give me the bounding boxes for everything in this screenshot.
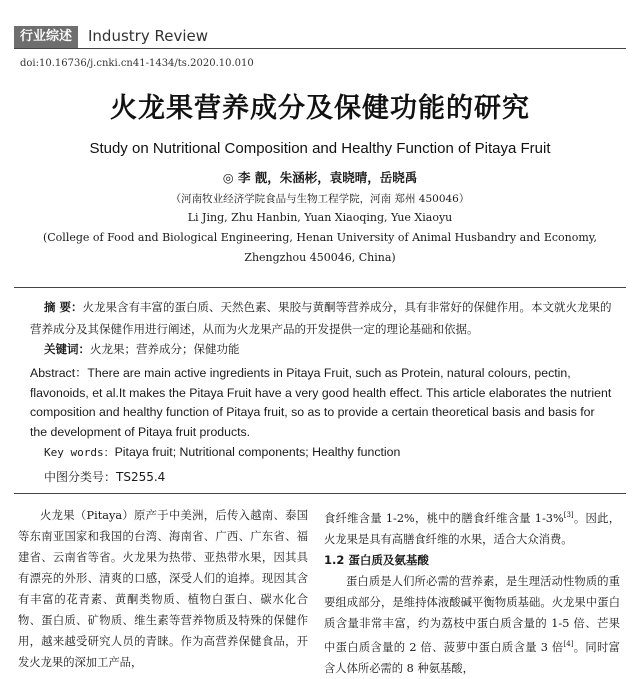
section-heading: 1.2 蛋白质及氨基酸: [324, 552, 429, 567]
keywords-en: [44, 444, 400, 460]
keywords-zh: [44, 341, 240, 357]
p1-text: 食纤维含量 1-2%，桃中的膳食纤维含量 1-3%: [324, 511, 564, 525]
affiliation-en-line1: (College of Food and Biological Engineering, Henan University of Animal Husbandry and Economy,: [42, 231, 598, 244]
keywords-zh-text: 火龙果；营养成分；保健功能: [90, 342, 240, 356]
authors-en: Li Jing, Zhu Hanbin, Yuan Xiaoqing, Yue Xiaoyu: [187, 211, 453, 224]
ref-4: [4]: [563, 639, 574, 648]
doi-line: doi:10.16736/j.cnki.cn41-1434/ts.2020.10.010: [20, 58, 254, 69]
body-right-paragraph-2: [324, 571, 620, 679]
ref-3: [3]: [563, 511, 574, 519]
affiliation-en-line2: Zhengzhou 450046, China): [244, 251, 396, 264]
header-divider: [14, 48, 626, 49]
abstract-en: [30, 364, 614, 442]
abstract-zh-label: 摘 要：: [44, 300, 83, 314]
keywords-en-label: Key words：: [44, 446, 115, 459]
p2-text: 蛋白质是人们所必需的营养素，是生理活动性物质的重要组成部分，是维持体液酸碱平衡物质基础。火龙果中蛋白质含量非常丰富，约为荔枝中蛋白质含量的 1-5 倍、芒果中蛋白质含量的 2 倍、菠萝中蛋白质含量 3 倍: [324, 574, 620, 654]
article-title-en: Study on Nutritional Composition and Healthy Function of Pitaya Fruit: [89, 140, 551, 157]
keywords-zh-label: 关键词：: [44, 342, 90, 356]
abstract-en-text: There are main active ingredients in Pitaya Fruit, such as Protein, natural colours, pectin, flavonoids, et al.It makes the Pitaya Fruit have a very good health effect. This article elaborates the nutrient composition and healthy function of Pitaya fruit, so as to provide a certain theoretical basis and basis for the development of Pitaya fruit products.: [30, 366, 612, 439]
clc-value: TS255.4: [116, 470, 166, 484]
article-title-zh: 火龙果营养成分及保健功能的研究: [110, 93, 530, 124]
affiliation-zh: （河南牧业经济学院食品与生物工程学院，河南 郑州 450046）: [170, 193, 470, 205]
section-title-en: Industry Review: [88, 27, 208, 45]
journal-header: [0, 0, 640, 50]
clc-label: 中图分类号：: [44, 470, 117, 484]
p1-end: 。因此，火龙果是具有高膳食纤维的水果，适合大众消费。: [324, 511, 620, 546]
keywords-en-text: Pitaya fruit; Nutritional components; Healthy function: [114, 445, 401, 459]
authors-zh: ◎ 李 靓，朱涵彬，袁晓晴，岳晓禹: [222, 170, 418, 185]
body-column-right: [324, 505, 620, 679]
p2-end: 。同时富含人体所必需的 8 种氨基酸，: [324, 640, 620, 675]
abstract-en-label: Abstract：: [30, 366, 88, 380]
classification-number: [44, 468, 165, 485]
body-right-paragraph-1: [324, 505, 620, 550]
body-column-left: 火龙果（Pitaya）原产于中美洲，后传入越南、泰国等东南亚国家和我国的台湾、海南省、广西、广东省、福建省、云南省等省。火龙果为热带、亚热带水果，因其具有漂亮的外形、清爽的口感，深受人们的追捧。现因其含有丰富的花青素、黄酮类物质、植物白蛋白、碳水化合物、蛋白质、矿物质、维生素等营养物质及特殊的保健作用，越来越受研究人员的青睐。作为高营养保健食品，开发火龙果的深加工产品，: [18, 509, 308, 669]
abstract-zh: [30, 296, 614, 340]
section-tag: 行业综述: [14, 26, 78, 48]
abstract-zh-text: 火龙果含有丰富的蛋白质、天然色素、果胶与黄酮等营养成分，具有非常好的保健作用。本文就火龙果的营养成分及其保健作用进行阐述，从而为火龙果产品的开发提供一定的理论基础和依据。: [30, 300, 612, 336]
